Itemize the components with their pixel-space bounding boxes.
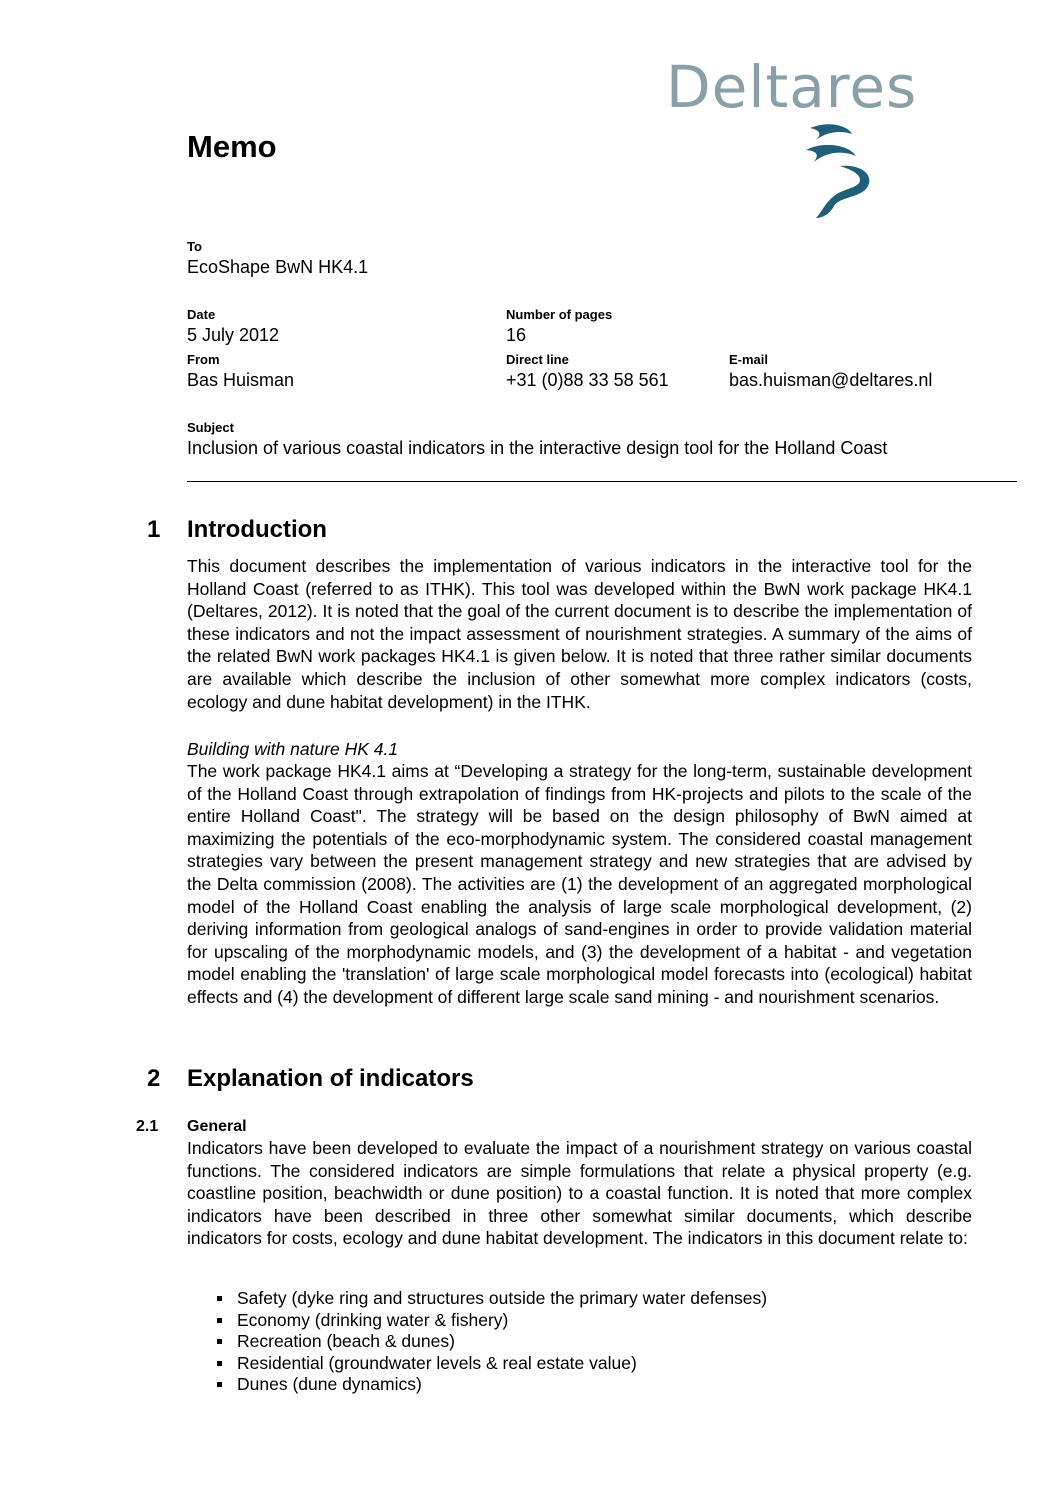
email-value: bas.huisman@deltares.nl [729, 370, 933, 390]
section-1-paragraph: This document describes the implementation of various indicators in the interactive tool for the Holland Coast (referred to as ITHK). This tool was developed within the BwN work package HK4.1 (Deltares, 2012). It is noted that the goal of the current document is to describe the implementation of these indicators and not the impact assessment of nourishment strategies. A summary of the aims of the related BwN work packages HK4.1 is given below. It is noted that three rather similar documents are available which describe the inclusion of other somewhat more complex indicators (costs, ecology and dune habitat development) in the ITHK. [187, 556, 972, 712]
section-1-number: 1 [147, 516, 161, 543]
bullet-icon [217, 1318, 222, 1323]
header-divider [187, 481, 1017, 482]
section-1-subheading: Building with nature HK 4.1 [187, 739, 399, 759]
list-item: Residential (groundwater levels & real estate value) [217, 1353, 767, 1375]
bullet-icon [217, 1361, 222, 1366]
list-item: Safety (dyke ring and structures outside the primary water defenses) [217, 1288, 767, 1310]
pages-label: Number of pages [506, 307, 613, 322]
date-label: Date [187, 307, 216, 322]
subsection-2-1-number: 2.1 [136, 1118, 159, 1135]
section-2-paragraph: Indicators have been developed to evaluate the impact of a nourishment strategy on various coastal functions. The considered indicators are simple formulations that relate a physical property (e.g. coastline position, beachwidth or dune position) to a coastal function. It is noted that more complex indicators have been described in three other somewhat similar documents, which describe indicators for costs, ecology and dune habitat development. The indicators in this document relate to: [187, 1138, 972, 1249]
bullet-icon [217, 1296, 222, 1301]
bullet-icon [217, 1382, 222, 1387]
direct-line-value: +31 (0)88 33 58 561 [506, 370, 669, 390]
from-label: From [187, 352, 220, 367]
section-1-heading: Introduction [187, 516, 327, 543]
subject-value: Inclusion of various coastal indicators in the interactive design tool for the Holland Coast [187, 438, 888, 458]
to-value: EcoShape BwN HK4.1 [187, 257, 369, 277]
section-2-number: 2 [147, 1065, 161, 1092]
memo-title: Memo [187, 129, 277, 164]
list-item: Economy (drinking water & fishery) [217, 1310, 767, 1332]
indicator-list [217, 1288, 767, 1396]
section-2-heading: Explanation of indicators [187, 1065, 474, 1092]
from-value: Bas Huisman [187, 370, 295, 390]
section-1-paragraph-2: The work package HK4.1 aims at “Developing a strategy for the long-term, sustainable development of the Holland Coast through extrapolation of findings from HK-projects and pilots to the scale of the entire Holland Coast". The strategy will be based on the design philosophy of BwN aimed at maximizing the potentials of the eco-morphodynamic system. The considered coastal management strategies vary between the present management strategy and new strategies that are advised by the Delta commission (2008). The activities are (1) the development of an aggregated morphological model of the Holland Coast enabling the analysis of large scale morphological development, (2) deriving information from geological analogs of sand-engines in order to provide validation material for upscaling of the morphodynamic models, and (3) the development of a habitat - and vegetation model enabling the 'translation' of large scale morphological model forecasts into (ecological) habitat effects and (4) the development of different large scale sand mining - and nourishment scenarios. [187, 761, 972, 1007]
to-label: To [187, 239, 202, 254]
subsection-2-1-heading: General [187, 1118, 247, 1135]
list-item: Recreation (beach & dunes) [217, 1331, 767, 1353]
direct-line-label: Direct line [506, 352, 569, 367]
list-item: Dunes (dune dynamics) [217, 1374, 767, 1396]
date-value: 5 July 2012 [187, 325, 280, 345]
pages-value: 16 [506, 325, 527, 345]
subject-label: Subject [187, 420, 234, 435]
email-label: E-mail [729, 352, 769, 367]
deltares-wave-logo-icon [800, 120, 876, 220]
bullet-icon [217, 1339, 222, 1344]
deltares-logo-text: Deltares [666, 53, 918, 121]
